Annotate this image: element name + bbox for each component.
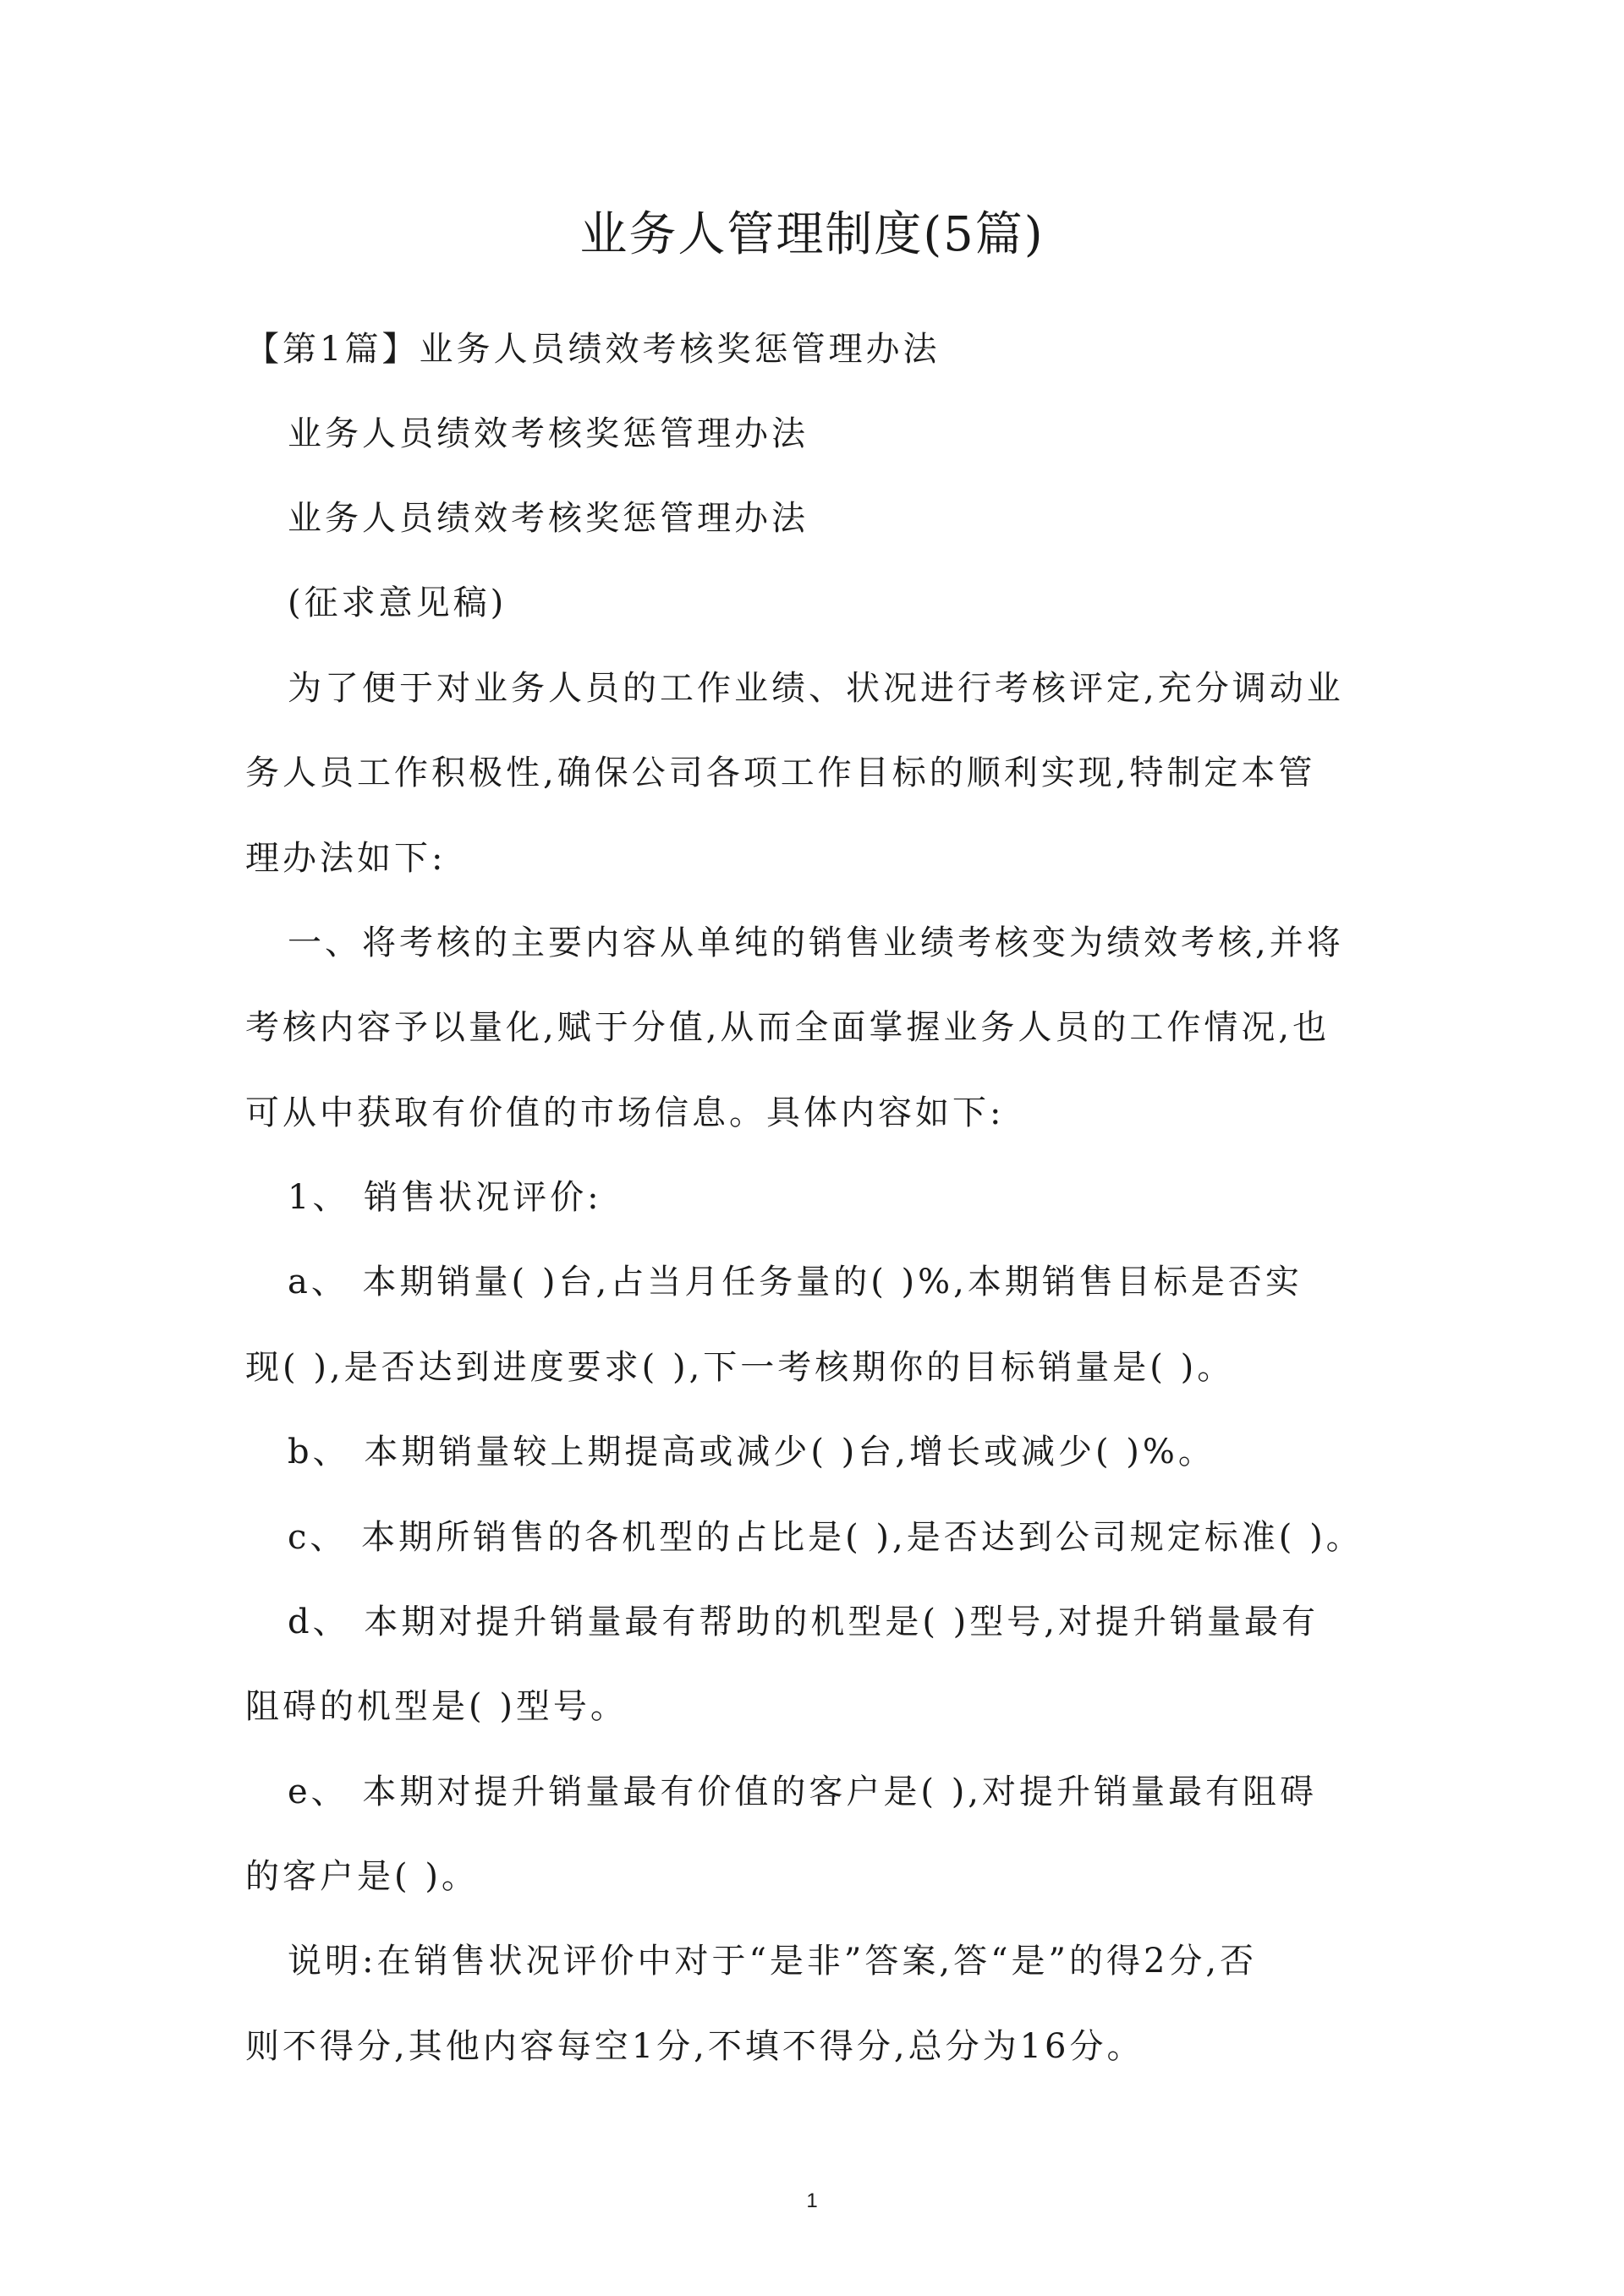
paragraph-line: 理办法如下: <box>245 839 447 878</box>
paragraph-line: 阻碍的机型是( )型号。 <box>245 1687 628 1726</box>
paragraph-line: 业务人员绩效考核奖惩管理办法 <box>288 414 809 453</box>
paragraph-line: 可从中获取有价值的市场信息。具体内容如下: <box>245 1093 1005 1132</box>
paragraph-line: c、 本期所销售的各机型的占比是( ),是否达到公司规定标准( )。 <box>288 1518 1363 1557</box>
paragraph-line: 业务人员绩效考核奖惩管理办法 <box>288 499 809 538</box>
paragraph-line: 为了便于对业务人员的工作业绩、状况进行考核评定,充分调动业 <box>288 669 1344 708</box>
paragraph-line: 现( ),是否达到进度要求( ),下一考核期你的目标销量是( )。 <box>245 1348 1235 1387</box>
paragraph-line: 一、将考核的主要内容从单纯的销售业绩考核变为绩效考核,并将 <box>288 923 1344 962</box>
paragraph-line: 的客户是( )。 <box>245 1857 479 1896</box>
paragraph-line: a、 本期销量( )台,占当月任务量的( )%,本期销售目标是否实 <box>288 1263 1303 1301</box>
paragraph-line: 说明:在销售状况评价中对于“是非”答案,答“是”的得2分,否 <box>288 1942 1258 1981</box>
paragraph-line: 考核内容予以量化,赋于分值,从而全面掌握业务人员的工作情况,也 <box>245 1008 1330 1047</box>
paragraph-line: e、 本期对提升销量最有价值的客户是( ),对提升销量最有阻碍 <box>288 1773 1318 1811</box>
paragraph-line: 1、 销售状况评价: <box>288 1178 602 1217</box>
document-title: 业务人管理制度(5篇) <box>579 207 1045 262</box>
paragraph-line: 则不得分,其他内容每空1分,不填不得分,总分为16分。 <box>245 2027 1144 2066</box>
paragraph-line: 务人员工作积极性,确保公司各项工作目标的顺利实现,特制定本管 <box>245 753 1316 792</box>
paragraph-line: (征求意见稿) <box>288 584 508 622</box>
page-number: 1 <box>806 2189 818 2212</box>
paragraph-line: b、 本期销量较上期提高或减少( )台,增长或减少( )%。 <box>288 1433 1215 1471</box>
section-heading: 【第1篇】业务人员绩效考核奖惩管理办法 <box>245 330 941 369</box>
paragraph-line: d、 本期对提升销量最有帮助的机型是( )型号,对提升销量最有 <box>288 1603 1319 1641</box>
